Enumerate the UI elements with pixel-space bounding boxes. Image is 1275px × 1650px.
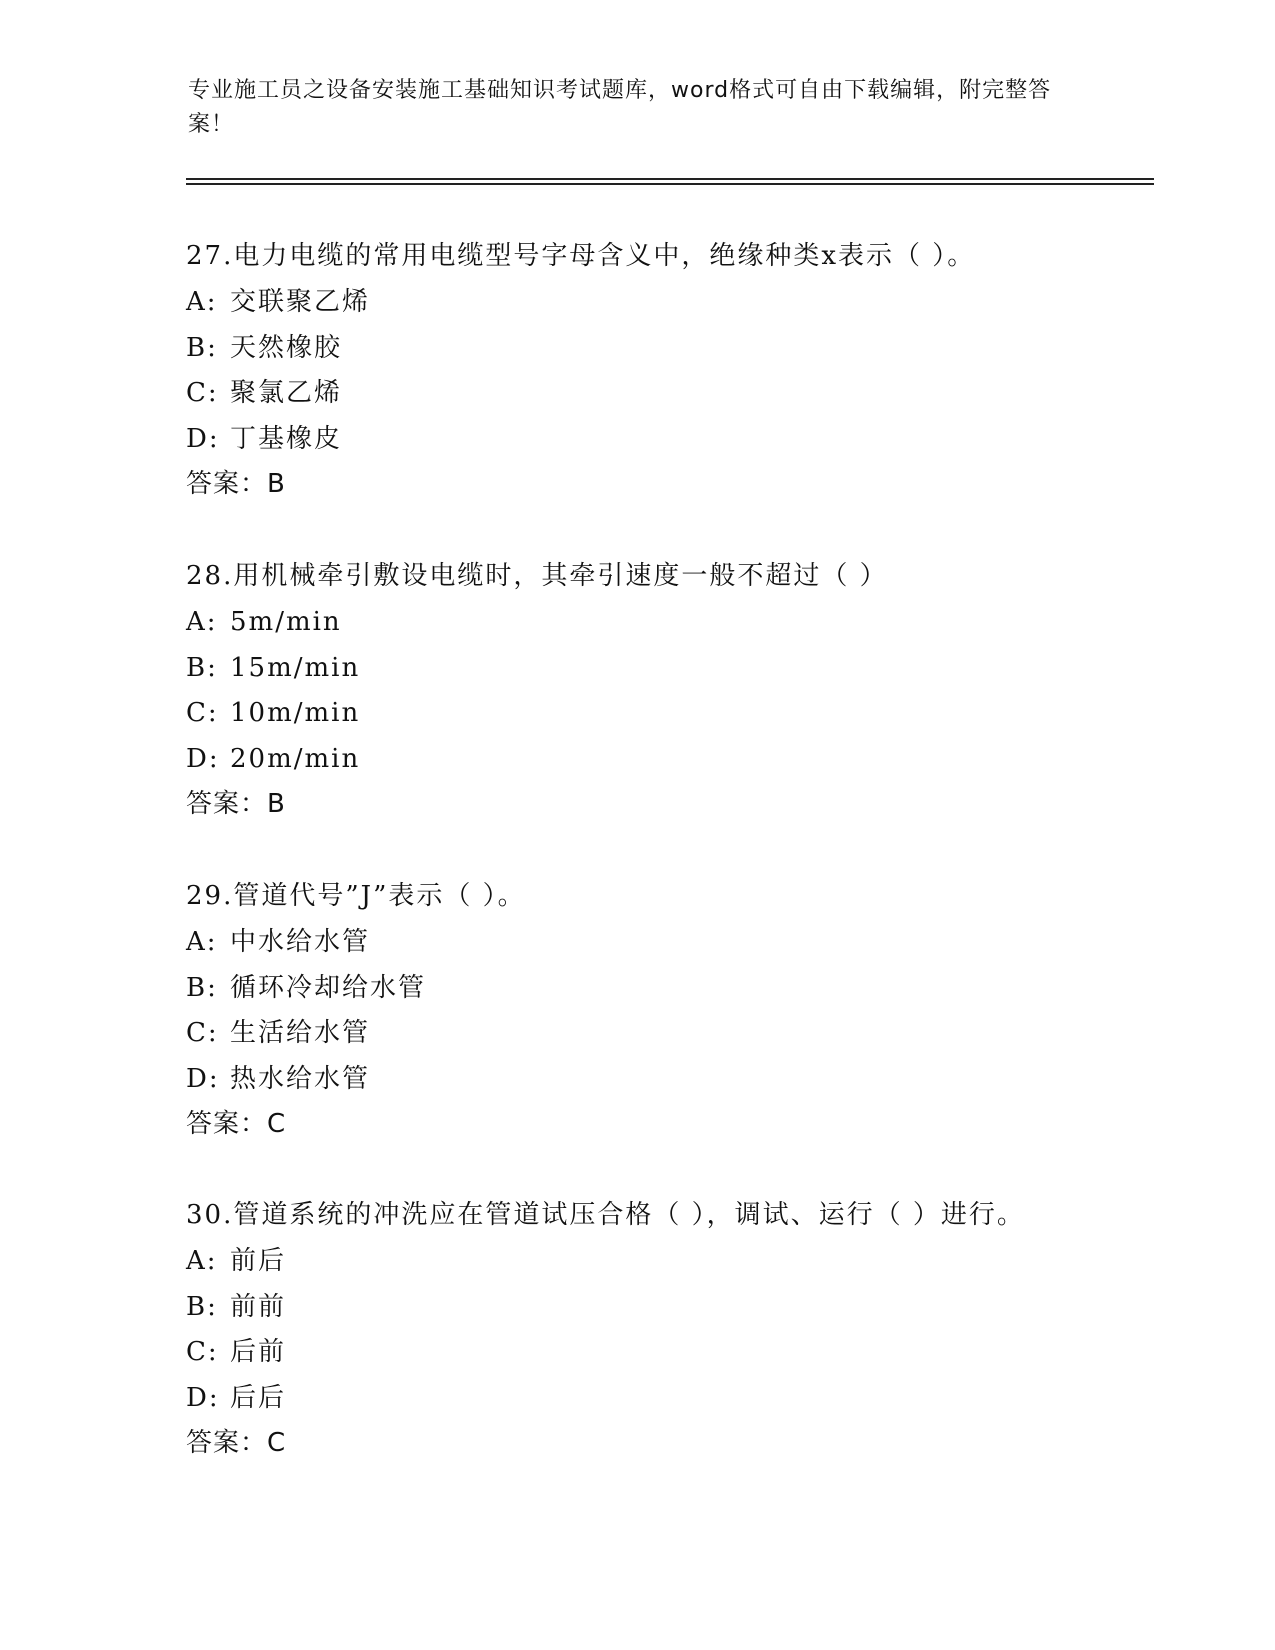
header-divider-bottom xyxy=(186,183,1154,185)
option-letter: A: xyxy=(186,1246,218,1276)
option-a xyxy=(186,606,1146,652)
header-divider-top xyxy=(186,178,1154,180)
option-a xyxy=(186,286,1146,332)
option-text: 生活给水管 xyxy=(230,1018,371,1048)
option-text: 15m/min xyxy=(230,652,361,683)
answer-line: 答案：C xyxy=(186,1109,287,1139)
option-a xyxy=(186,1245,1146,1291)
option-d xyxy=(186,1063,1146,1109)
option-text: 热水给水管 xyxy=(230,1063,371,1094)
option-c xyxy=(186,1017,1146,1063)
question-28 xyxy=(186,560,1146,833)
option-letter: D: xyxy=(186,743,220,774)
question-title: 28.用机械牵引敷设电缆时，其牵引速度一般不超过（ ） xyxy=(186,561,888,591)
option-b xyxy=(186,332,1146,378)
option-b xyxy=(186,972,1146,1018)
option-d xyxy=(186,423,1146,469)
option-letter: B: xyxy=(186,332,218,363)
option-text: 5m/min xyxy=(230,607,342,637)
option-letter: D: xyxy=(186,1063,220,1094)
option-letter: C: xyxy=(186,1018,219,1048)
option-text: 交联聚乙烯 xyxy=(230,287,371,317)
option-text: 循环冷却给水管 xyxy=(230,972,427,1003)
answer-line: 答案：B xyxy=(186,469,286,499)
question-30 xyxy=(186,1199,1146,1472)
answer-line: 答案：C xyxy=(186,1428,287,1458)
option-a xyxy=(186,926,1146,972)
option-text: 天然橡胶 xyxy=(230,332,343,363)
option-text: 20m/min xyxy=(230,743,361,774)
option-d xyxy=(186,1382,1146,1428)
option-text: 后后 xyxy=(230,1382,287,1413)
option-c xyxy=(186,1336,1146,1382)
option-letter: A: xyxy=(186,927,218,957)
question-title: 30.管道系统的冲洗应在管道试压合格（ ），调试、运行（ ）进行。 xyxy=(186,1200,1025,1230)
document-header: 专业施工员之设备安装施工基础知识考试题库，word格式可自由下载编辑，附完整答案！ xyxy=(188,78,1052,137)
option-text: 10m/min xyxy=(230,698,361,728)
option-c xyxy=(186,377,1146,423)
question-29 xyxy=(186,880,1146,1153)
option-b xyxy=(186,1291,1146,1337)
option-c xyxy=(186,697,1146,743)
option-letter: A: xyxy=(186,287,218,317)
option-letter: C: xyxy=(186,378,219,408)
option-letter: C: xyxy=(186,698,219,728)
option-letter: B: xyxy=(186,1291,218,1322)
option-letter: B: xyxy=(186,652,218,683)
question-title: 29.管道代号”J”表示（ ）。 xyxy=(186,881,526,911)
option-letter: D: xyxy=(186,423,220,454)
option-letter: A: xyxy=(186,607,218,637)
option-text: 丁基橡皮 xyxy=(230,423,343,454)
option-text: 后前 xyxy=(230,1337,287,1367)
option-letter: C: xyxy=(186,1337,219,1367)
option-d xyxy=(186,743,1146,789)
option-letter: B: xyxy=(186,972,218,1003)
option-text: 聚氯乙烯 xyxy=(230,378,343,408)
question-title: 27.电力电缆的常用电缆型号字母含义中，绝缘种类x表示（ ）。 xyxy=(186,241,976,271)
answer-line: 答案：B xyxy=(186,789,286,819)
option-text: 中水给水管 xyxy=(230,927,371,957)
option-text: 前后 xyxy=(230,1246,287,1276)
option-text: 前前 xyxy=(230,1291,287,1322)
question-27 xyxy=(186,240,1146,513)
option-letter: D: xyxy=(186,1382,220,1413)
option-b xyxy=(186,652,1146,698)
